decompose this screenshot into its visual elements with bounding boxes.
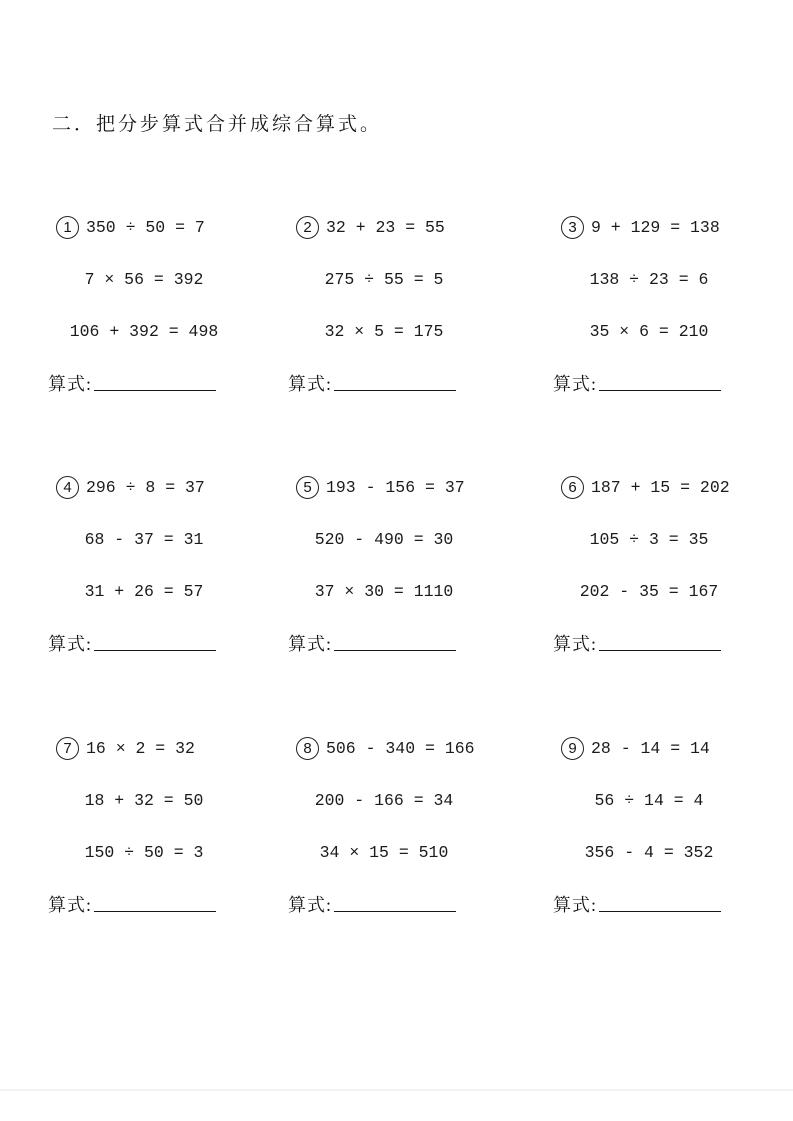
equation-step: 32 + 23 = 55: [326, 217, 445, 237]
answer-blank-line: [94, 635, 216, 651]
problem-number: 7: [63, 739, 72, 757]
equation-step: 56 ÷ 14 = 4: [594, 790, 704, 810]
page-edge-divider: [0, 1089, 793, 1091]
problem-block-7: [48, 735, 220, 917]
answer-blank-line: [334, 635, 456, 651]
problem-number-badge: [296, 216, 319, 239]
equation-step: 9 + 129 = 138: [591, 217, 720, 237]
equation-step: 7 × 56 = 392: [84, 269, 204, 289]
equation-answer-label: 算式:: [48, 374, 93, 394]
problem-block-6: [553, 474, 730, 656]
equation-step: 31 + 26 = 57: [84, 581, 204, 601]
answer-blank-line: [599, 635, 721, 651]
problem-block-9: [553, 735, 725, 917]
equation-step: 18 + 32 = 50: [84, 790, 204, 810]
section-title: 二．把分步算式合并成综合算式。: [52, 114, 383, 135]
problem-block-5: [288, 474, 465, 656]
equation-answer-label: 算式:: [553, 895, 598, 915]
equation-step: 106 + 392 = 498: [69, 321, 219, 341]
equation-step: 506 - 340 = 166: [326, 738, 475, 758]
equation-step: 356 - 4 = 352: [584, 842, 714, 862]
answer-blank-line: [94, 375, 216, 391]
equation-step: 350 ÷ 50 = 7: [86, 217, 205, 237]
answer-blank-line: [334, 896, 456, 912]
equation-step: 202 - 35 = 167: [579, 581, 719, 601]
problem-number: 6: [568, 478, 577, 496]
problem-number-badge: [296, 476, 319, 499]
equation-step: 35 × 6 = 210: [589, 321, 709, 341]
equation-answer-label: 算式:: [288, 374, 333, 394]
answer-blank-line: [94, 896, 216, 912]
problem-number-badge: [561, 737, 584, 760]
problem-number: 9: [568, 739, 577, 757]
equation-step: 28 - 14 = 14: [591, 738, 710, 758]
problem-number-badge: [296, 737, 319, 760]
problem-number-badge: [56, 476, 79, 499]
problem-number: 8: [303, 739, 312, 757]
equation-step: 37 × 30 = 1110: [314, 581, 454, 601]
problem-number: 4: [63, 478, 72, 496]
problem-number-badge: [56, 737, 79, 760]
problem-block-3: [553, 214, 725, 396]
equation-step: 34 × 15 = 510: [319, 842, 449, 862]
equation-answer-label: 算式:: [48, 634, 93, 654]
problem-number: 2: [303, 218, 312, 236]
equation-answer-label: 算式:: [553, 634, 598, 654]
equation-answer-label: 算式:: [553, 374, 598, 394]
problem-block-8: [288, 735, 475, 917]
answer-blank-line: [599, 896, 721, 912]
equation-step: 16 × 2 = 32: [86, 738, 195, 758]
equation-step: 296 ÷ 8 = 37: [86, 477, 205, 497]
equation-step: 105 ÷ 3 = 35: [589, 529, 709, 549]
equation-step: 150 ÷ 50 = 3: [84, 842, 204, 862]
equation-step: 193 - 156 = 37: [326, 477, 465, 497]
problem-block-4: [48, 474, 220, 656]
problem-block-1: [48, 214, 220, 396]
problem-number: 1: [63, 218, 72, 236]
problem-number-badge: [561, 216, 584, 239]
equation-step: 187 + 15 = 202: [591, 477, 730, 497]
equation-step: 520 - 490 = 30: [314, 529, 454, 549]
problem-number-badge: [561, 476, 584, 499]
equation-answer-label: 算式:: [48, 895, 93, 915]
problem-block-2: [288, 214, 460, 396]
equation-step: 275 ÷ 55 = 5: [324, 269, 444, 289]
equation-answer-label: 算式:: [288, 634, 333, 654]
problem-number: 3: [568, 218, 577, 236]
answer-blank-line: [599, 375, 721, 391]
problem-number: 5: [303, 478, 312, 496]
equation-step: 32 × 5 = 175: [324, 321, 444, 341]
equation-step: 138 ÷ 23 = 6: [589, 269, 709, 289]
equation-answer-label: 算式:: [288, 895, 333, 915]
equation-step: 200 - 166 = 34: [314, 790, 454, 810]
equation-step: 68 - 37 = 31: [84, 529, 204, 549]
answer-blank-line: [334, 375, 456, 391]
problem-number-badge: [56, 216, 79, 239]
